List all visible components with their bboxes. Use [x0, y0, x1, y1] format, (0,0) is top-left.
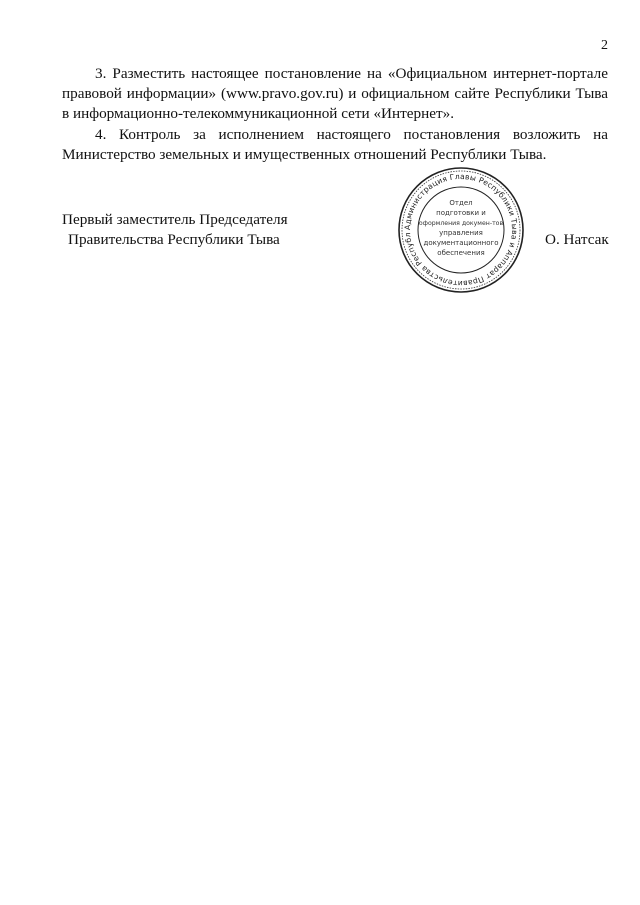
- seal-graphic: [396, 165, 526, 295]
- seal-line-4: управления: [439, 229, 483, 237]
- seal-line-5: документационного: [423, 239, 499, 247]
- signature-position-line-2: Правительства Республики Тыва: [68, 231, 280, 249]
- page-number: 2: [601, 38, 608, 53]
- seal-line-3: оформления докумен-тов: [418, 220, 504, 227]
- signature-position: [62, 210, 288, 250]
- seal-line-2: подготовки и: [436, 209, 486, 217]
- seal-line-6: обеспечения: [437, 249, 485, 257]
- signature-name: О. Натсак: [545, 231, 609, 248]
- paragraph-4: 4. Контроль за исполнением настоящего постановления возложить на Министерство земельных и имущественных отношений Республики Тыва.: [62, 125, 608, 163]
- seal-ring-text: Администрация Главы Республики Тыва и Аппарат Правительства Республ: [402, 171, 520, 289]
- seal-line-1: Отдел: [449, 199, 473, 207]
- signature-position-line-1: Первый заместитель Председателя: [62, 211, 288, 228]
- paragraph-3: 3. Разместить настоящее постановление на «Официальном интернет-портале правовой информации» (www.pravo.gov.ru) и официальном сайте Республики Тыва в информационно-телекоммуникационной сети «Интернет».: [62, 65, 608, 123]
- official-seal: [396, 165, 526, 295]
- document-body: [62, 64, 608, 165]
